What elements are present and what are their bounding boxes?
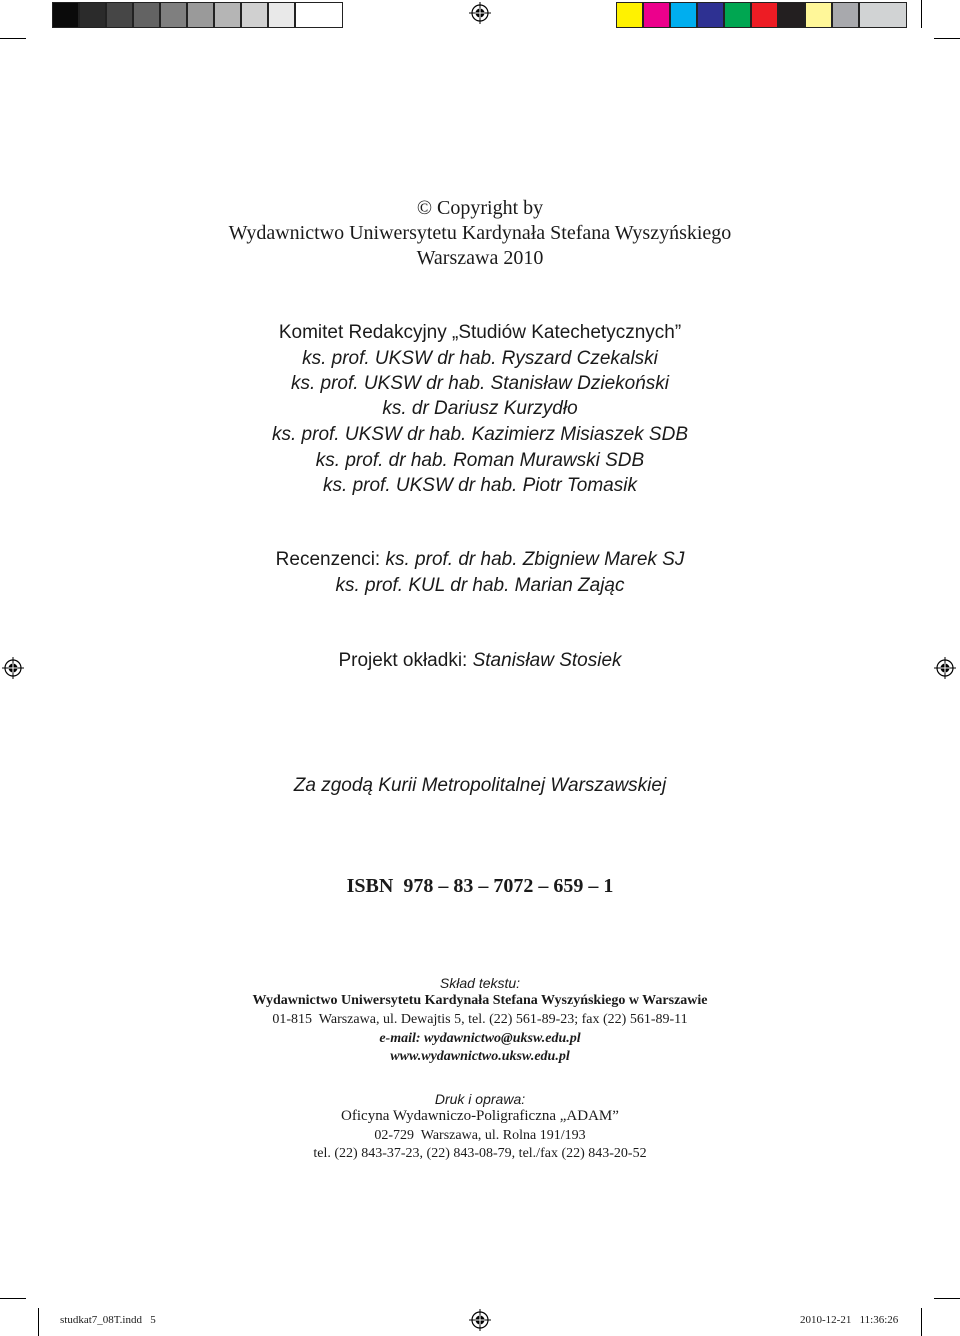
typesetting-label: Skład tekstu: [439,975,521,991]
committee-member: ks. prof. UKSW dr hab. Ryszard Czekalski [302,348,658,369]
crop-mark [0,1298,26,1299]
printing-label: Druk i oprawa: [434,1091,526,1107]
slug-timestamp: 2010-12-21 11:36:26 [800,1314,899,1326]
committee-member: ks. dr Dariusz Kurzydło [382,398,578,419]
color-swatch [778,2,805,28]
color-swatch [697,2,724,28]
color-swatch [859,2,907,28]
gray-swatch [52,2,79,28]
color-swatch [724,2,751,28]
reviewer-name: ks. prof. dr hab. Zbigniew Marek SJ [385,549,685,570]
crop-mark [934,1298,960,1299]
registration-mark-icon [469,2,491,24]
crop-mark [0,38,26,39]
committee-member: ks. prof. UKSW dr hab. Piotr Tomasik [323,475,637,496]
committee-member: ks. prof. dr hab. Roman Murawski SDB [315,450,645,471]
color-swatch [805,2,832,28]
reviewers-label: Recenzenci: [275,549,386,570]
gray-swatch [214,2,241,28]
copyright-publisher: Wydawnictwo Uniwersytetu Kardynała Stefana Wyszyńskiego [228,222,732,244]
crop-mark [921,0,922,28]
gray-swatch [268,2,295,28]
typesetting-website: www.wydawnictwo.uksw.edu.pl [390,1049,570,1064]
crop-mark [38,1308,39,1336]
printing-company: Oficyna Wydawniczo-Poligraficzna „ADAM” [341,1108,619,1124]
color-swatch [616,2,643,28]
color-swatch [670,2,697,28]
isbn: ISBN 978 – 83 – 7072 – 659 – 1 [346,875,614,897]
gray-swatch [106,2,133,28]
typesetting-address: 01-815 Warszawa, ul. Dewajtis 5, tel. (22) 561-89-23; fax (22) 561-89-11 [272,1012,688,1027]
committee-member: ks. prof. UKSW dr hab. Stanisław Dziekoński [290,373,670,394]
committee-member: ks. prof. UKSW dr hab. Kazimierz Misiaszek SDB [272,424,688,445]
crop-mark [921,1308,922,1336]
color-swatch [832,2,859,28]
cover-design-line [0,650,960,672]
gray-swatch [295,2,343,28]
gray-swatch [187,2,214,28]
church-approval: Za zgodą Kurii Metropolitalnej Warszawskiej [293,775,667,796]
slug-filename: studkat7_08T.indd 5 [60,1314,156,1326]
copyright-place-year: Warszawa 2010 [416,247,544,269]
cover-design-label: Projekt okładki: [338,650,473,671]
reviewer-name: ks. prof. KUL dr hab. Marian Zając [335,575,625,596]
printing-phones: tel. (22) 843-37-23, (22) 843-08-79, tel./fax (22) 843-20-52 [313,1146,647,1161]
committee-heading: Komitet Redakcyjny „Studiów Katechetycznych” [278,322,682,343]
gray-swatch [133,2,160,28]
gray-swatch [79,2,106,28]
cover-designer: Stanisław Stosiek [472,650,622,671]
typesetting-publisher: Wydawnictwo Uniwersytetu Kardynała Stefana Wyszyńskiego w Warszawie [252,993,708,1008]
gray-swatch [160,2,187,28]
crop-mark [934,38,960,39]
typesetting-email: e-mail: wydawnictwo@uksw.edu.pl [379,1031,581,1046]
color-swatch [643,2,670,28]
reviewers-line [0,549,960,571]
gray-swatch [241,2,268,28]
color-swatch [751,2,778,28]
registration-mark-icon [469,1309,491,1331]
copyright-line: © Copyright by [416,197,544,219]
printing-address: 02-729 Warszawa, ul. Rolna 191/193 [374,1128,586,1143]
